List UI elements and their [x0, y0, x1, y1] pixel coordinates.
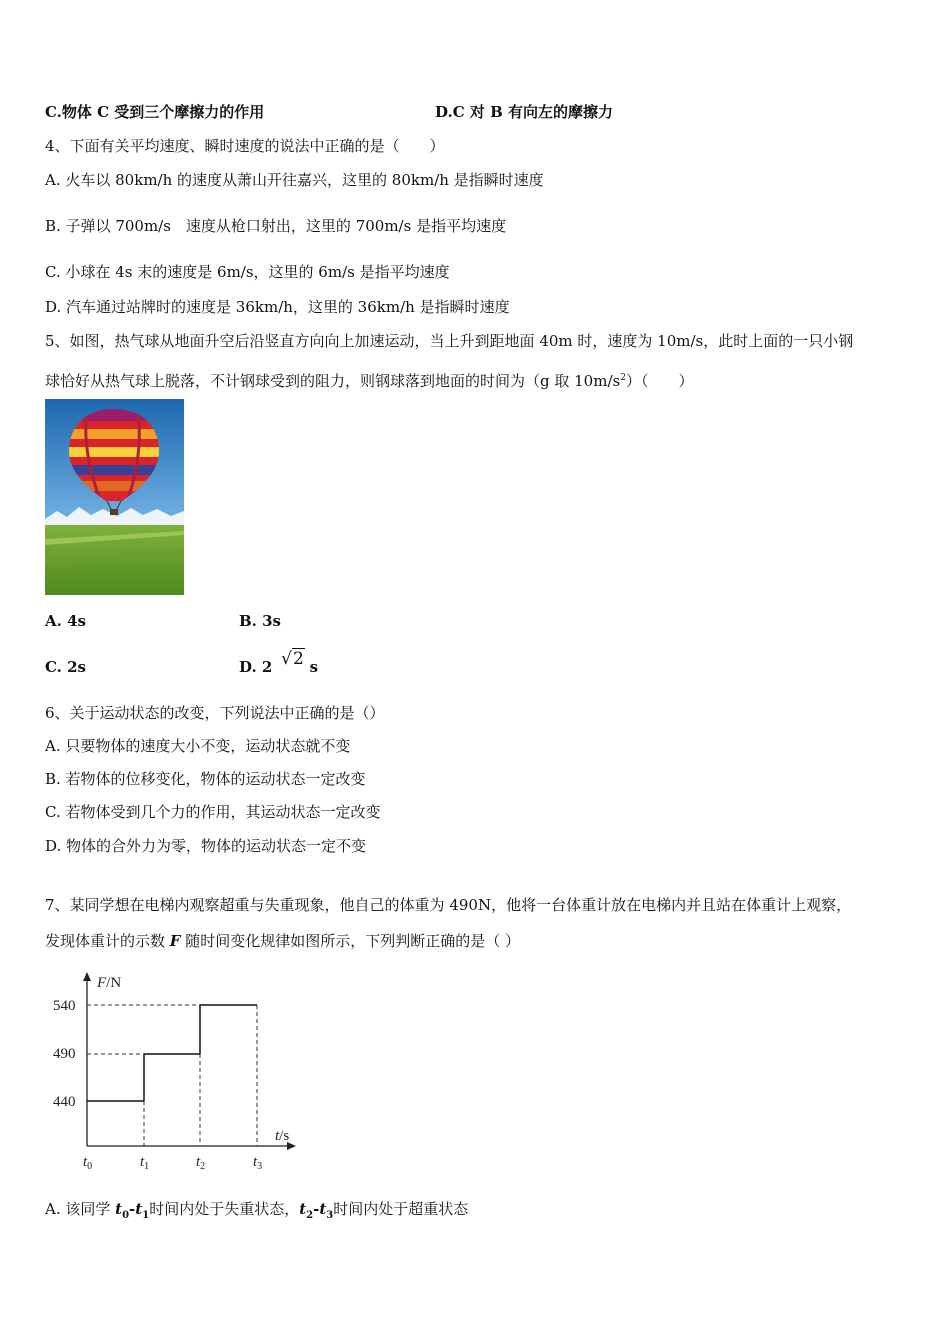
y-axis-arrow [83, 972, 91, 981]
x-axis-title: t/s [275, 1128, 290, 1144]
q4-option-c: C. 小球在 4s 末的速度是 6m/s，这里的 6m/s 是指平均速度 [45, 263, 450, 281]
q4-option-d: D. 汽车通过站牌时的速度是 36km/h，这里的 36km/h 是指瞬时速度 [45, 298, 510, 316]
q4-option-a: A. 火车以 80km/h 的速度从萧山开往嘉兴，这里的 80km/h 是指瞬时速度 [45, 171, 544, 189]
q7-stem-line1: 7、某同学想在电梯内观察超重与失重现象，他自己的体重为 490N，他将一台体重计放在电梯内并且站在体重计上观察， [45, 896, 852, 914]
q6-stem: 6、关于运动状态的改变，下列说法中正确的是（） [45, 704, 385, 722]
y-tick-540: 540 [53, 998, 76, 1014]
q6-option-a: A. 只要物体的速度大小不变，运动状态就不变 [45, 737, 351, 755]
q6-option-c: C. 若物体受到几个力的作用，其运动状态一定改变 [45, 803, 381, 821]
hot-air-balloon-photo [45, 399, 184, 595]
q4-stem: 4、下面有关平均速度、瞬时速度的说法中正确的是（ ） [45, 137, 445, 155]
q6-option-d: D. 物体的合外力为零，物体的运动状态一定不变 [45, 837, 367, 855]
x-tick-t3: $t_3$ [253, 1154, 263, 1172]
q5-option-c: C. 2s [45, 658, 87, 676]
x-tick-t1: $t_1$ [140, 1154, 150, 1172]
y-tick-440: 440 [53, 1094, 76, 1110]
q3-option-c: C.物体 C 受到三个摩擦力的作用 [45, 103, 265, 121]
force-time-graph [40, 968, 310, 1182]
q5-option-d: D. 2 √2 s [239, 649, 319, 676]
q5-option-b: B. 3s [239, 612, 282, 630]
q3-option-d: D.C 对 B 有向左的摩擦力 [435, 103, 613, 121]
q7-option-a: A. 该同学 $t_0-t_1$时间内处于失重状态，$t_2-t_3$时间内处于超重状态 [45, 1200, 469, 1221]
y-axis-title: F/N [97, 975, 122, 991]
sqrt-symbol: √2 [281, 649, 304, 669]
q5-stem-line1: 5、如图，热气球从地面升空后沿竖直方向向上加速运动，当上升到距地面 40m 时，速度为 10m/s，此时上面的一只小钢 [45, 332, 854, 350]
q5-option-a: A. 4s [45, 612, 86, 630]
x-tick-t0: $t_0$ [83, 1154, 93, 1172]
y-tick-490: 490 [53, 1046, 76, 1062]
q7-stem-line2: 发现体重计的示数 F 随时间变化规律如图所示，下列判断正确的是（ ） [45, 932, 520, 950]
x-tick-t2: $t_2$ [196, 1154, 206, 1172]
q6-option-b: B. 若物体的位移变化，物体的运动状态一定改变 [45, 770, 366, 788]
q5-stem-line2: 球恰好从热气球上脱落，不计钢球受到的阻力，则钢球落到地面的时间为（g 取 $10m/s^2$）（ ） [45, 372, 694, 390]
q4-option-b: B. 子弹以 700m/s 速度从枪口射出，这里的 700m/s 是指平均速度 [45, 217, 507, 235]
